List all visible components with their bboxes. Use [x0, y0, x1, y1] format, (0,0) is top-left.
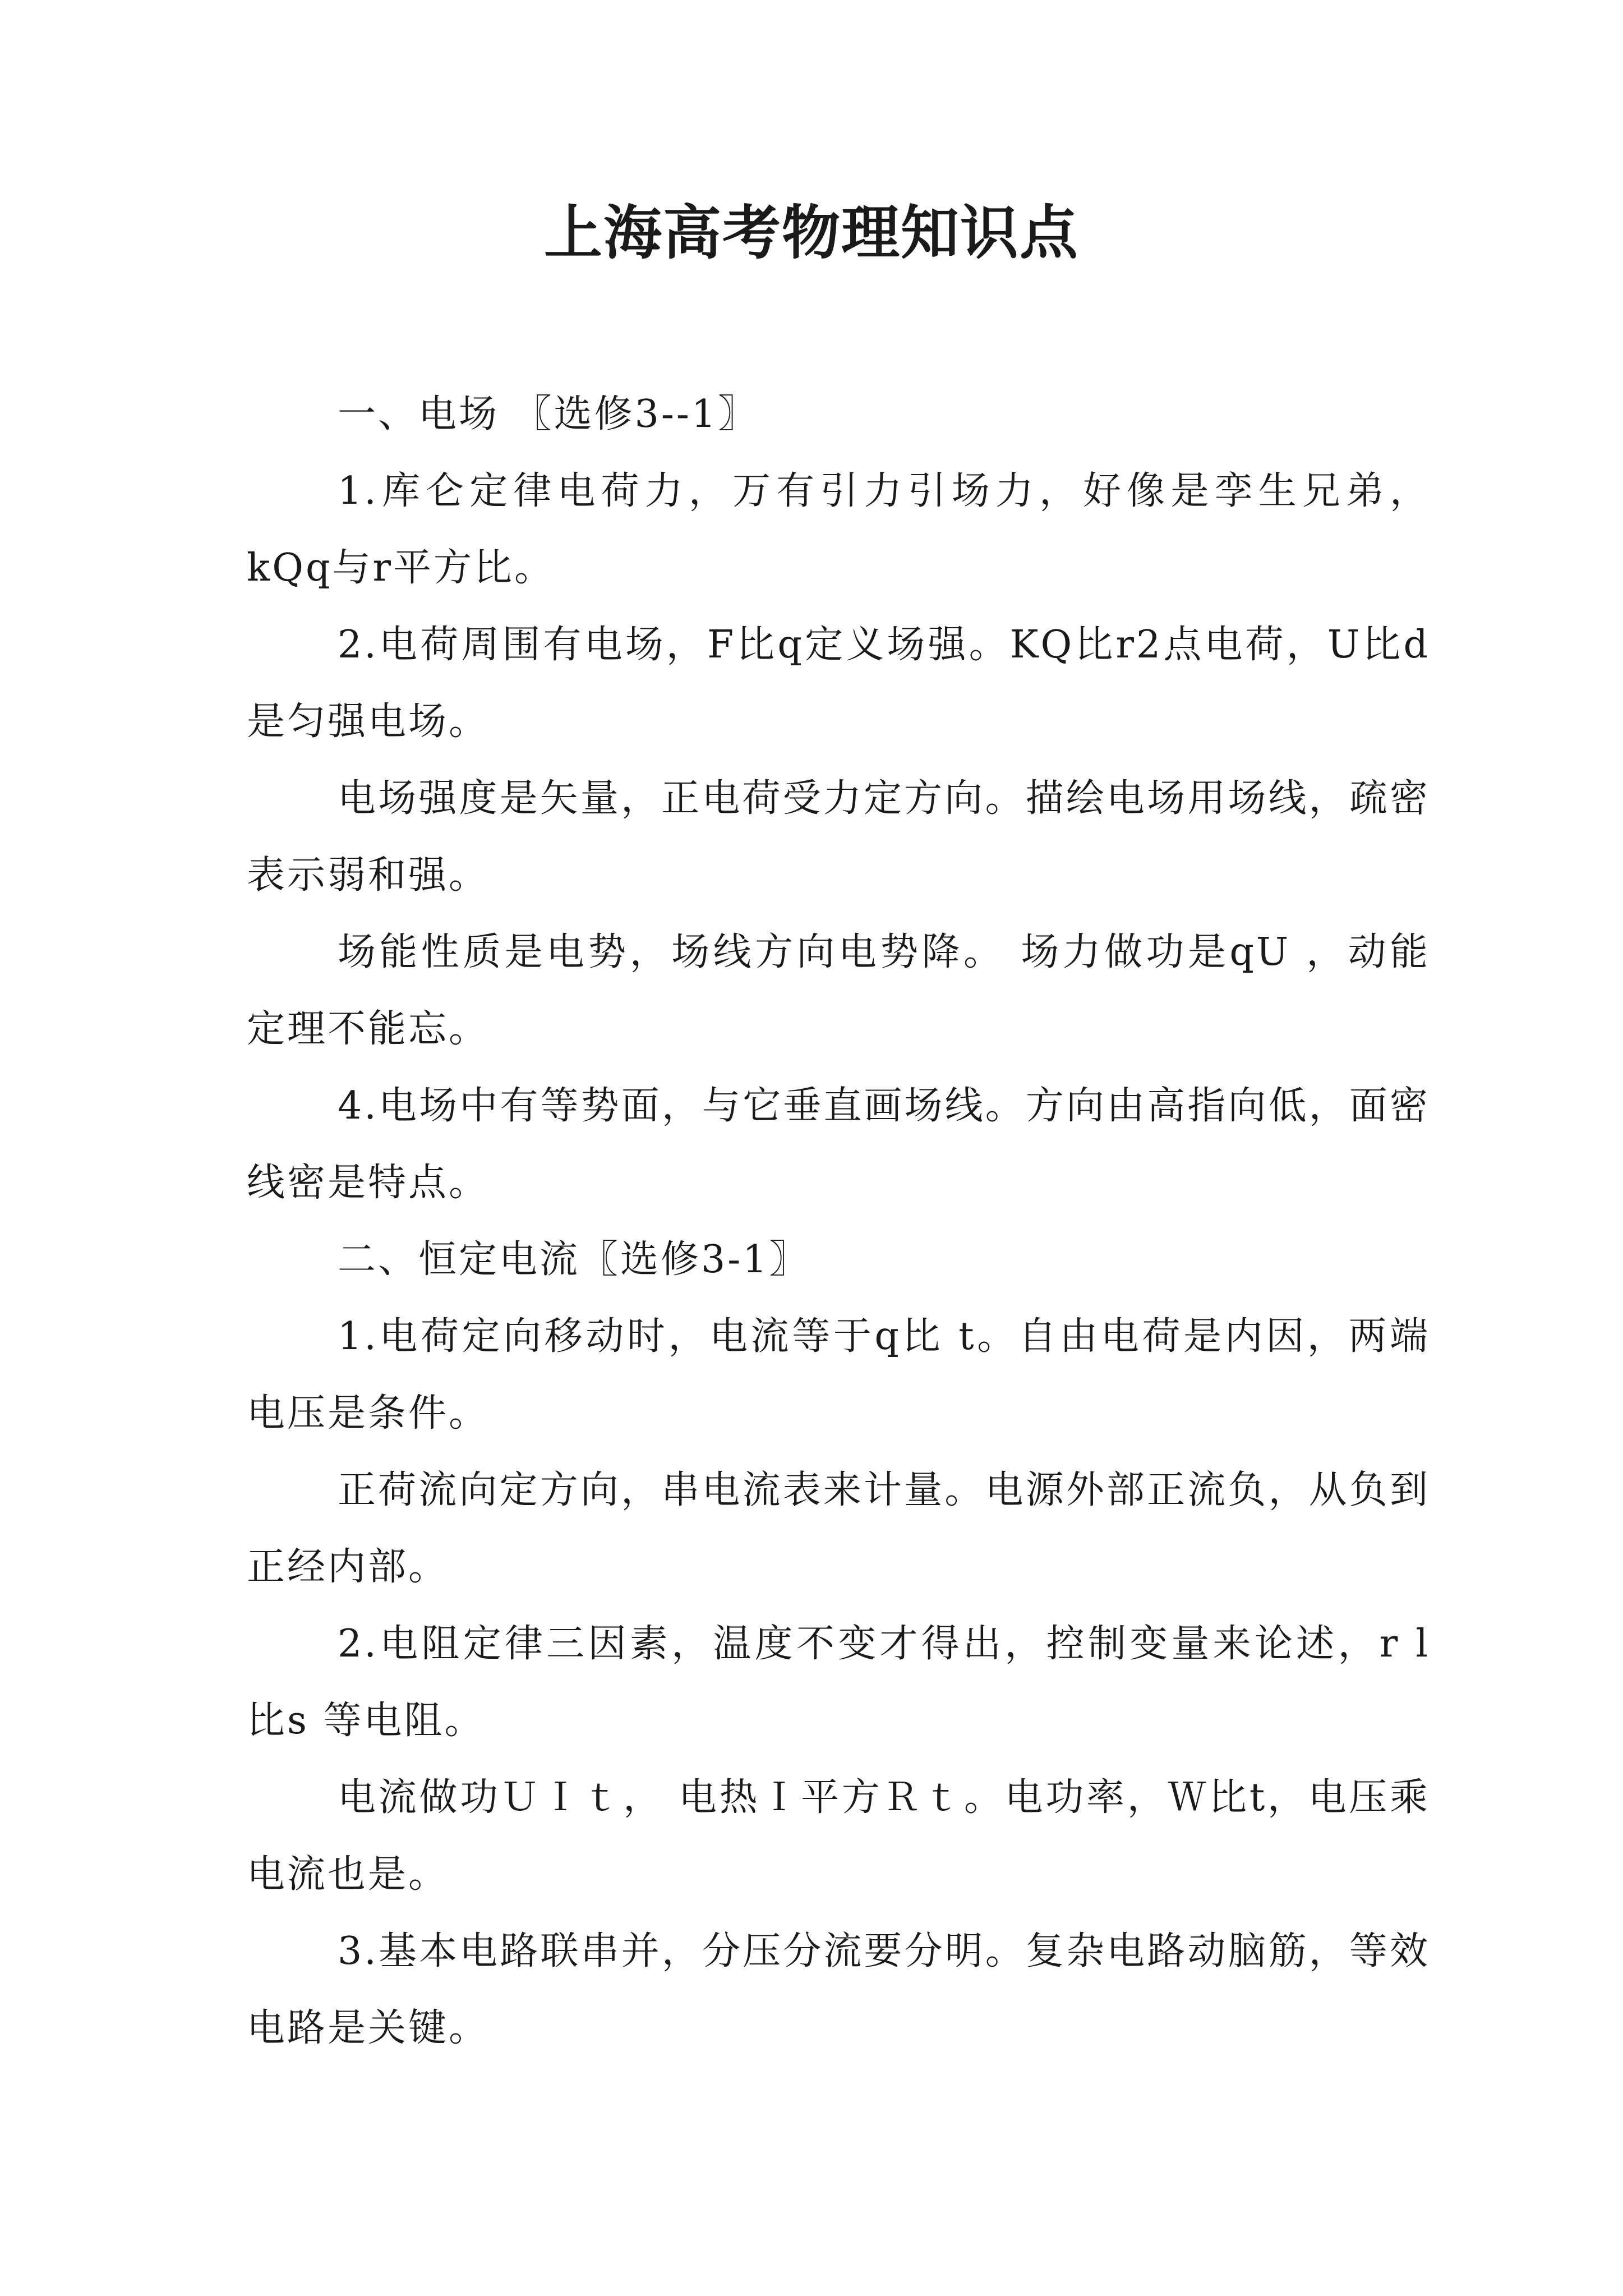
section-heading-electric-field: 一、电场 〖选修3--1〗	[338, 392, 759, 436]
paragraph: 1.库仑定律电荷力，万有引力引场力，好像是孪生兄弟，kQq与r平方比。	[247, 469, 1430, 590]
paragraph: 2.电阻定律三因素，温度不变才得出，控制变量来论述，r l比s 等电阻。	[247, 1622, 1430, 1743]
page-title: 上海高考物理知识点	[543, 198, 1079, 267]
paragraph: 正荷流向定方向，串电流表来计量。电源外部正流负，从负到正经内部。	[247, 1468, 1430, 1589]
paragraph: 3.基本电路联串并，分压分流要分明。复杂电路动脑筋，等效电路是关键。	[247, 1929, 1430, 2050]
paragraph: 电流做功ＵＩｔ， 电热Ｉ平方Ｒｔ。电功率，Ｗ比t，电压乘电流也是。	[247, 1775, 1430, 1897]
document-body	[247, 376, 1430, 2067]
paragraph: 4.电场中有等势面，与它垂直画场线。方向由高指向低，面密线密是特点。	[247, 1084, 1430, 1205]
paragraph: 电场强度是矢量，正电荷受力定方向。描绘电场用场线，疏密表示弱和强。	[247, 776, 1430, 898]
paragraph: 场能性质是电势，场线方向电势降。 场力做功是qU ，动能定理不能忘。	[247, 930, 1430, 1051]
section-heading-constant-current: 二、恒定电流〖选修3-1〗	[338, 1237, 810, 1282]
paragraph: 1.电荷定向移动时，电流等于q比 t。自由电荷是内因，两端电压是条件。	[247, 1314, 1430, 1435]
paragraph: 2.电荷周围有电场，F比q定义场强。KQ比r2点电荷，U比d是匀强电场。	[247, 623, 1430, 744]
